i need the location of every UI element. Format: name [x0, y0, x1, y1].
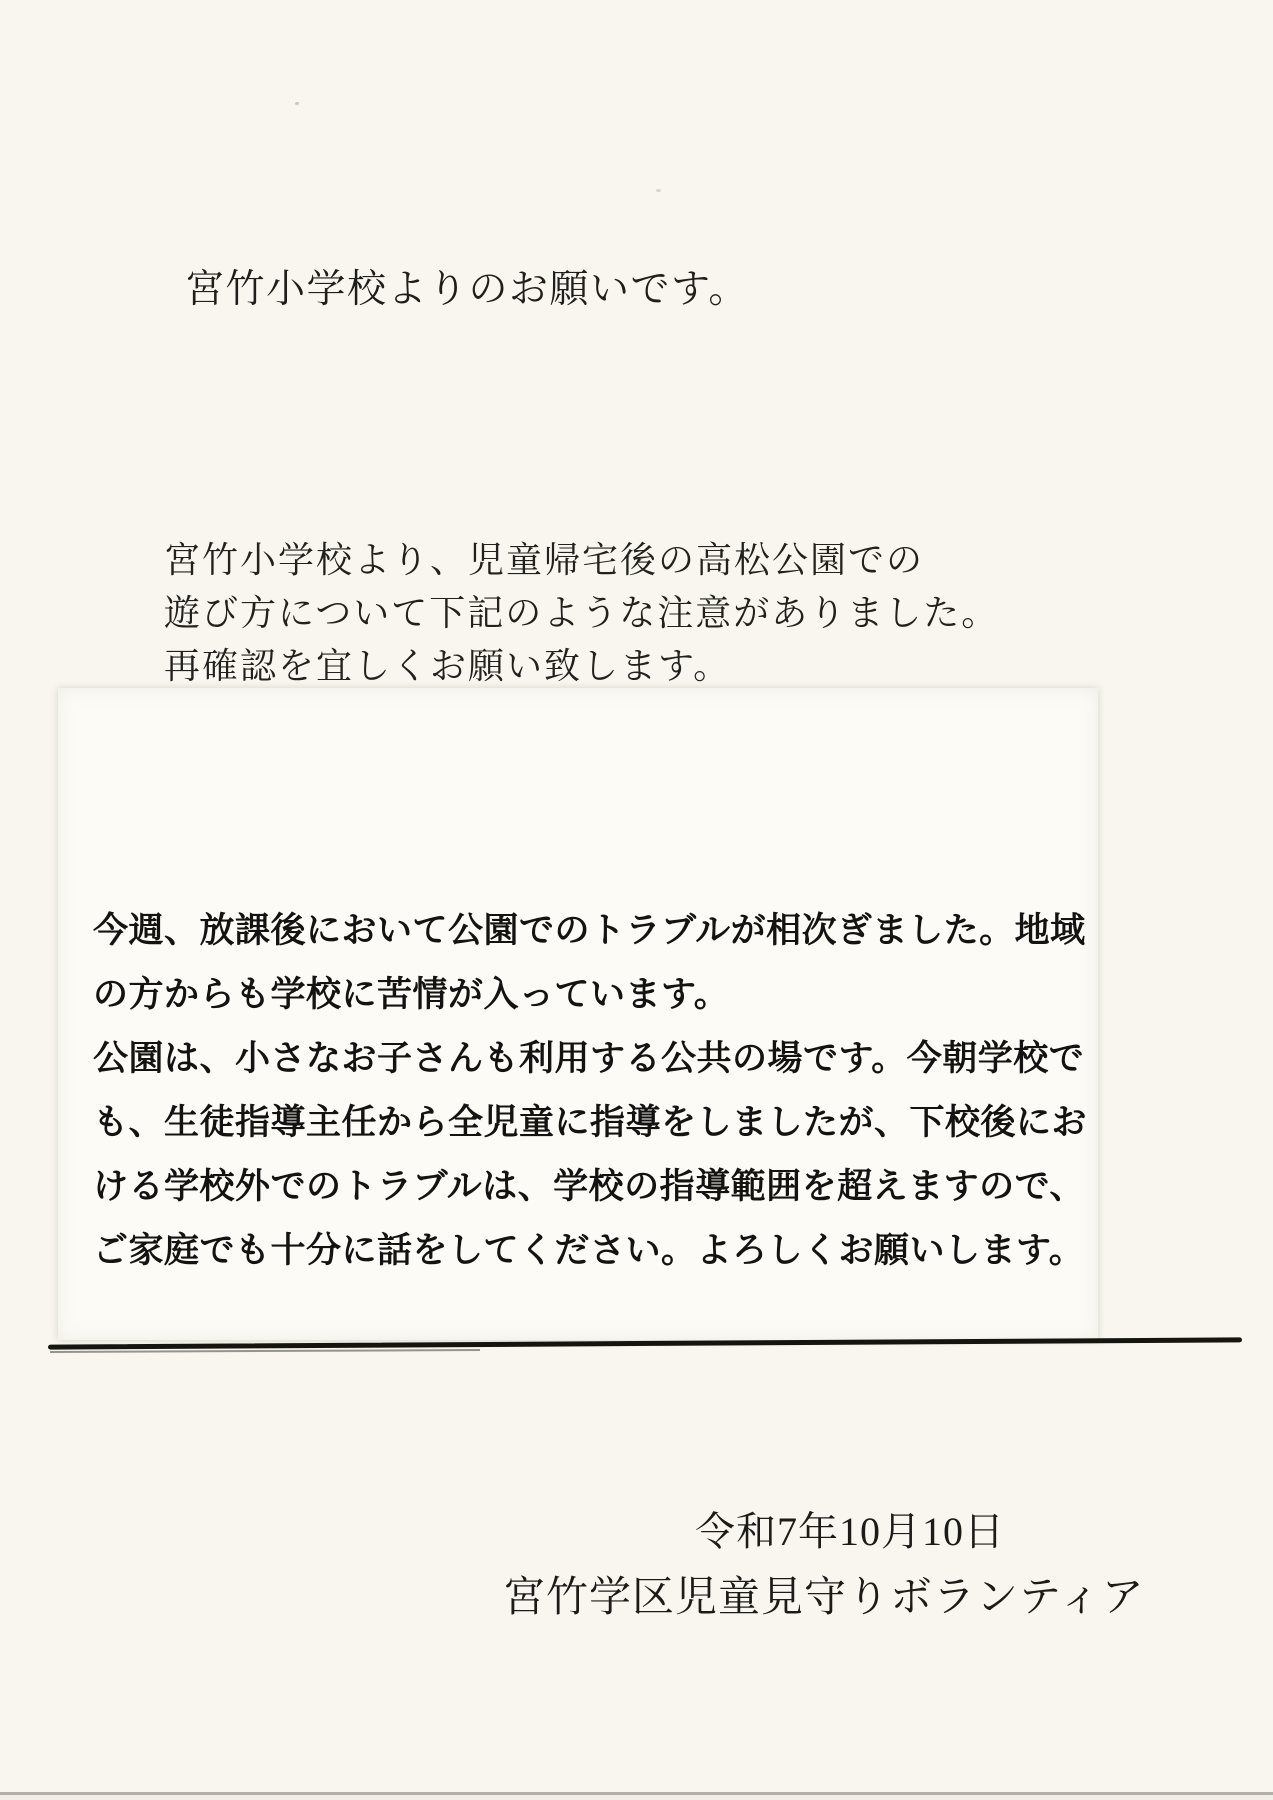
- scan-edge-strip: [0, 1795, 1273, 1800]
- intro-line: 遊び方について下記のような注意がありました。: [164, 593, 1000, 633]
- notice-line: ご家庭でも十分に話をしてください。よろしくお願いします。: [93, 1231, 1085, 1270]
- notice-line: 今週、放課後において公園でのトラブルが相次ぎました。地域: [93, 911, 1086, 950]
- intro-paragraph: [164, 534, 999, 693]
- notice-line: も、生徒指導主任から全児童に指導をしましたが、下校後にお: [93, 1103, 1088, 1142]
- page-title: 宮竹小学校よりのお願いです。: [185, 268, 749, 311]
- notice-line: ける学校外でのトラブルは、学校の指導範囲を超えますので、: [93, 1167, 1085, 1206]
- intro-line: 宮竹小学校より、児童帰宅後の高松公園での: [164, 540, 925, 580]
- notice-line: 公園は、小さなお子さんも利用する公共の場です。今朝学校で: [93, 1039, 1085, 1078]
- horizontal-rule-echo: [50, 1349, 480, 1353]
- date-line: 令和7年10月10日: [695, 1509, 1005, 1554]
- intro-line: 再確認を宜しくお願い致します。: [164, 646, 732, 686]
- scan-speck: [295, 102, 299, 105]
- notice-paragraph: [93, 899, 1088, 1283]
- notice-line: の方からも学校に苦情が入っています。: [93, 975, 730, 1014]
- scan-speck: [656, 189, 661, 192]
- signature-line: 宮竹学区児童見守りボランティア: [503, 1575, 1145, 1621]
